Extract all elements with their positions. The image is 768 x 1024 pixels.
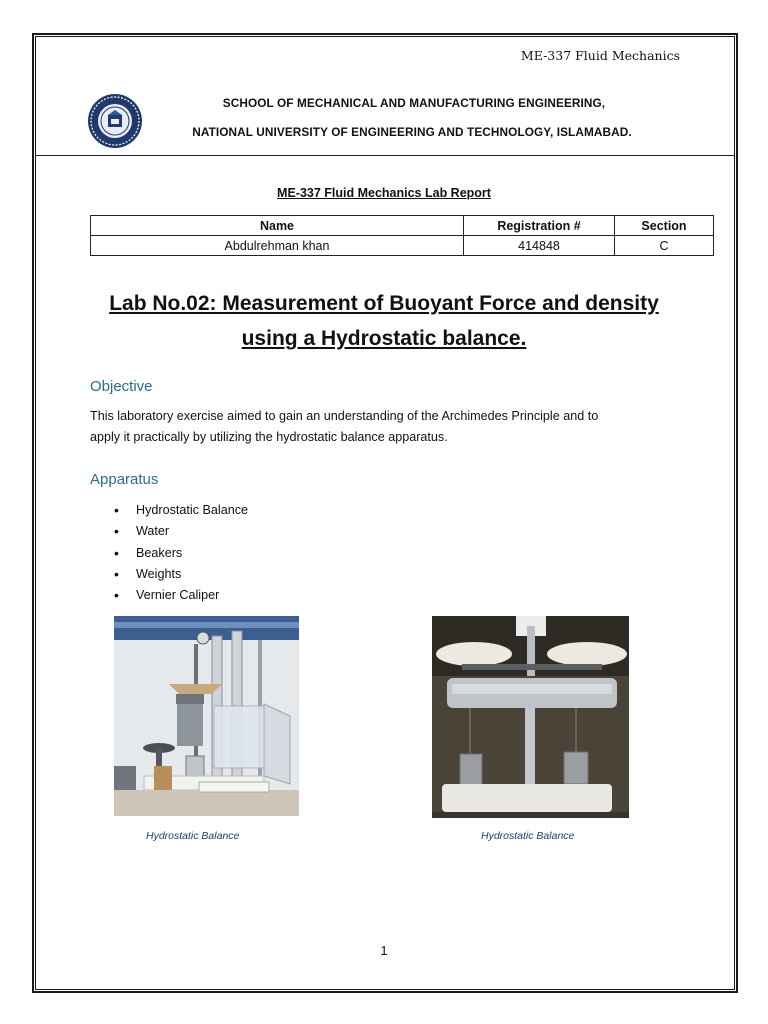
school-name-line1: SCHOOL OF MECHANICAL AND MANUFACTURING ENGINEERING, bbox=[222, 96, 606, 110]
lab-title-line2: using a Hydrostatic balance. bbox=[241, 327, 527, 350]
student-info-table bbox=[90, 215, 714, 256]
hydrostatic-balance-photo-1 bbox=[114, 616, 299, 816]
report-title: ME-337 Fluid Mechanics Lab Report bbox=[277, 186, 491, 200]
apparatus-heading: Apparatus bbox=[90, 471, 159, 488]
list-item: • Vernier Caliper bbox=[90, 585, 248, 606]
list-item: • Water bbox=[90, 521, 248, 542]
lab-title-line1: Lab No.02: Measurement of Buoyant Force and density bbox=[109, 292, 659, 315]
school-name-line2: NATIONAL UNIVERSITY OF ENGINEERING AND TECHNOLOGY, ISLAMABAD. bbox=[192, 125, 632, 139]
course-header: ME-337 Fluid Mechanics bbox=[520, 48, 680, 63]
table-row bbox=[91, 236, 714, 256]
apparatus-list bbox=[90, 500, 248, 606]
table-header-row bbox=[91, 216, 714, 236]
lab-title bbox=[0, 286, 768, 356]
list-item: • Weights bbox=[90, 564, 248, 585]
beam-balance-illustration bbox=[432, 616, 629, 818]
cell-name: Abdulrehman khan bbox=[91, 236, 464, 256]
header-section: Section bbox=[615, 216, 714, 236]
header-name: Name bbox=[91, 216, 464, 236]
cell-section: C bbox=[615, 236, 714, 256]
bench-apparatus-illustration bbox=[114, 616, 299, 816]
objective-text bbox=[90, 406, 690, 448]
figure-caption-2: Hydrostatic Balance bbox=[481, 830, 575, 842]
objective-heading: Objective bbox=[90, 378, 153, 395]
page-number: 1 bbox=[380, 943, 388, 958]
objective-text-line1: This laboratory exercise aimed to gain an understanding of the Archimedes Principle and to bbox=[90, 409, 599, 423]
figure-caption-1: Hydrostatic Balance bbox=[146, 830, 240, 842]
cell-registration: 414848 bbox=[464, 236, 615, 256]
objective-text-line2: apply it practically by utilizing the hydrostatic balance apparatus. bbox=[90, 430, 448, 444]
list-item: • Hydrostatic Balance bbox=[90, 500, 248, 521]
list-item: • Beakers bbox=[90, 543, 248, 564]
hydrostatic-balance-photo-2 bbox=[432, 616, 629, 818]
header-divider bbox=[35, 155, 735, 156]
header-registration: Registration # bbox=[464, 216, 615, 236]
